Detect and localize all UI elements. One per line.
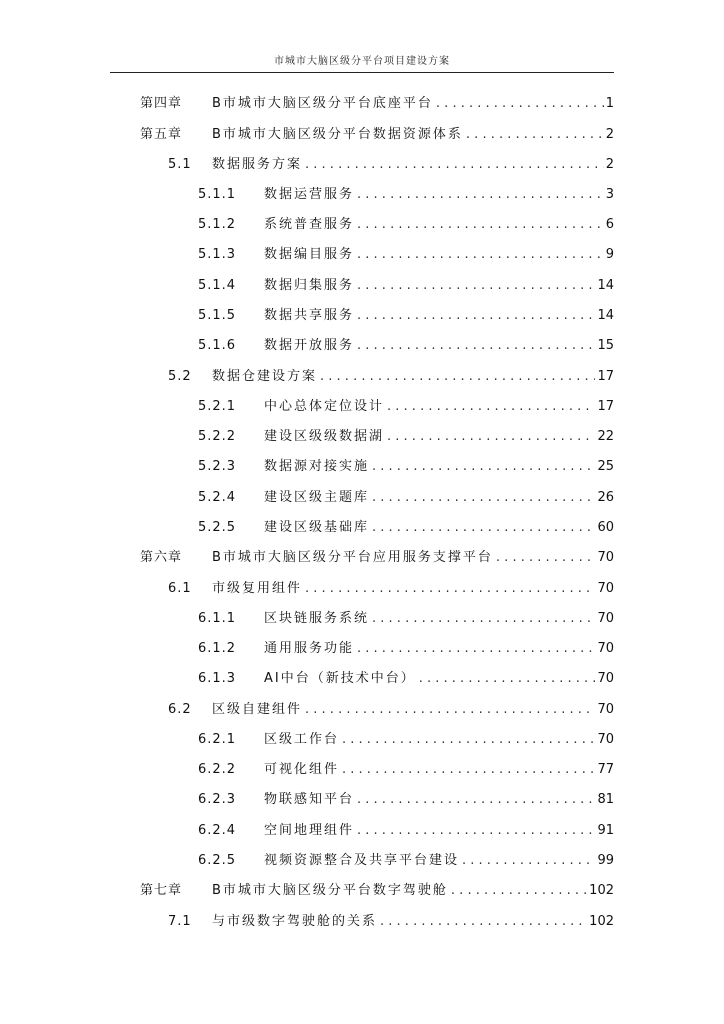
toc-leader-dots: [305, 156, 604, 174]
toc-page-number: 81: [597, 792, 614, 807]
toc-page-number: 77: [597, 762, 614, 777]
toc-page-number: 70: [597, 550, 614, 565]
toc-leader-dots: [372, 489, 595, 507]
toc-entry-5-1-4[interactable]: [198, 277, 614, 295]
toc-number: 5.1.1: [198, 187, 237, 202]
toc-entry-6-1-1[interactable]: [198, 610, 614, 628]
toc-title: 数据运营服务: [264, 187, 355, 202]
toc-title: 空间地理组件: [264, 823, 355, 838]
toc-number: 第五章: [140, 127, 183, 142]
toc-number: 第六章: [140, 550, 183, 565]
toc-number: 7.1: [168, 914, 192, 929]
toc-number: 6.1: [168, 581, 192, 596]
toc-leader-dots: [357, 186, 604, 204]
toc-title: 数据仓建设方案: [212, 369, 318, 384]
toc-title: 通用服务功能: [264, 641, 355, 656]
toc-entry-chapter-6[interactable]: [140, 549, 614, 567]
toc-leader-dots: [466, 126, 604, 144]
toc-page-number: 25: [597, 459, 614, 474]
toc-page-number: 15: [597, 338, 614, 353]
toc-page-number: 70: [597, 581, 614, 596]
toc-number: 5.1.4: [198, 278, 237, 293]
toc-page-number: 70: [597, 611, 614, 626]
toc-entry-5-2-4[interactable]: [198, 489, 614, 507]
toc-number: 6.2.1: [198, 732, 237, 747]
toc-leader-dots: [357, 277, 595, 295]
toc-number: 6.2.2: [198, 762, 237, 777]
toc-number: 6.2.4: [198, 823, 237, 838]
toc-title: 市级复用组件: [212, 581, 303, 596]
toc-number: 6.2: [168, 702, 192, 717]
toc-title: 区级自建组件: [212, 702, 303, 717]
toc-leader-dots: [342, 761, 595, 779]
toc-page-number: 102: [589, 883, 614, 898]
toc-leader-dots: [357, 640, 595, 658]
toc-number: 5.1.5: [198, 308, 237, 323]
toc-entry-chapter-7[interactable]: [140, 882, 614, 900]
toc-number: 5.1.2: [198, 217, 237, 232]
toc-title: 数据归集服务: [264, 278, 355, 293]
toc-leader-dots: [342, 731, 595, 749]
toc-entry-5-1-6[interactable]: [198, 337, 614, 355]
toc-page-number: 2: [605, 127, 614, 142]
toc-entry-5-1-1[interactable]: [198, 186, 614, 204]
toc-entry-6-1-2[interactable]: [198, 640, 614, 658]
toc-title: 建设区级级数据湖: [264, 429, 385, 444]
toc-entry-7-1[interactable]: [168, 913, 614, 931]
toc-leader-dots: [387, 428, 595, 446]
toc-page-number: 3: [605, 187, 614, 202]
toc-entry-chapter-5[interactable]: [140, 126, 614, 144]
toc-entry-6-1[interactable]: [168, 580, 614, 598]
toc-number: 5.2.3: [198, 459, 237, 474]
toc-page-number: 9: [605, 247, 614, 262]
toc-page-number: 70: [597, 702, 614, 717]
toc-leader-dots: [357, 307, 595, 325]
toc-title: 物联感知平台: [264, 792, 355, 807]
toc-number: 5.1.3: [198, 247, 237, 262]
toc-leader-dots: [372, 519, 595, 537]
toc-title: 区块链服务系统: [264, 611, 370, 626]
toc-title: 建设区级基础库: [264, 520, 370, 535]
toc-title: B市城市大脑区级分平台数字驾驶舱: [212, 883, 448, 898]
toc-leader-dots: [357, 791, 595, 809]
toc-entry-6-1-3[interactable]: [198, 670, 614, 688]
toc-page-number: 17: [597, 369, 614, 384]
toc-number: 5.2.4: [198, 490, 237, 505]
toc-entry-6-2[interactable]: [168, 701, 614, 719]
toc-page-number: 70: [597, 641, 614, 656]
toc-page-number: 22: [597, 429, 614, 444]
toc-leader-dots: [305, 701, 595, 719]
toc-leader-dots: [357, 822, 595, 840]
toc-entry-5-1-2[interactable]: [198, 216, 614, 234]
toc-leader-dots: [320, 368, 595, 386]
toc-page-number: 14: [597, 278, 614, 293]
toc-entry-5-2[interactable]: [168, 368, 614, 386]
toc-leader-dots: [357, 216, 604, 234]
toc-number: 5.2.1: [198, 399, 237, 414]
toc-number: 6.2.5: [198, 853, 237, 868]
toc-entry-5-1-3[interactable]: [198, 246, 614, 264]
toc-title: B市城市大脑区级分平台数据资源体系: [212, 127, 463, 142]
toc-page-number: 91: [597, 823, 614, 838]
toc-number: 第七章: [140, 883, 183, 898]
toc-title: 数据源对接实施: [264, 459, 370, 474]
toc-title: 数据服务方案: [212, 157, 303, 172]
toc-leader-dots: [357, 337, 595, 355]
toc-entry-5-2-5[interactable]: [198, 519, 614, 537]
toc-entry-5-1[interactable]: [168, 156, 614, 174]
toc-leader-dots: [387, 398, 595, 416]
toc-number: 第四章: [140, 96, 183, 111]
toc-page-number: 6: [605, 217, 614, 232]
toc-entry-chapter-4[interactable]: [140, 95, 614, 113]
toc-entry-5-1-5[interactable]: [198, 307, 614, 325]
toc-entry-6-2-1[interactable]: [198, 731, 614, 749]
toc-entry-6-2-4[interactable]: [198, 822, 614, 840]
toc-page-number: 60: [597, 520, 614, 535]
toc-page-number: 14: [597, 308, 614, 323]
toc-entry-5-2-3[interactable]: [198, 458, 614, 476]
toc-entry-6-2-5[interactable]: [198, 852, 614, 870]
toc-page-number: 102: [589, 914, 614, 929]
toc-page-number: 17: [597, 399, 614, 414]
toc-title: B市城市大脑区级分平台底座平台: [212, 96, 433, 111]
toc-title: 数据编目服务: [264, 247, 355, 262]
toc-page-number: 70: [597, 671, 614, 686]
toc-leader-dots: [305, 580, 595, 598]
toc-title: B市城市大脑区级分平台应用服务支撑平台: [212, 550, 493, 565]
toc-leader-dots: [436, 95, 604, 113]
toc-page-number: 2: [605, 157, 614, 172]
toc-leader-dots: [496, 549, 596, 567]
toc-number: 5.2.5: [198, 520, 237, 535]
toc-entry-5-2-2[interactable]: [198, 428, 614, 446]
toc-number: 6.2.3: [198, 792, 237, 807]
toc-title: AI中台（新技术中台）: [264, 671, 416, 686]
toc-number: 5.2.2: [198, 429, 237, 444]
toc-title: 中心总体定位设计: [264, 399, 385, 414]
toc-entry-6-2-3[interactable]: [198, 791, 614, 809]
toc-title: 视频资源整合及共享平台建设: [264, 853, 460, 868]
toc-number: 6.1.3: [198, 671, 237, 686]
toc-entry-6-2-2[interactable]: [198, 761, 614, 779]
toc-title: 系统普查服务: [264, 217, 355, 232]
toc-page-number: 70: [597, 732, 614, 747]
toc-leader-dots: [451, 882, 587, 900]
page-header-title: 市城市大脑区级分平台项目建设方案: [274, 56, 450, 67]
toc-leader-dots: [380, 913, 587, 931]
toc-page-number: 1: [605, 96, 614, 111]
toc-leader-dots: [372, 458, 595, 476]
toc-title: 数据开放服务: [264, 338, 355, 353]
toc-title: 与市级数字驾驶舱的关系: [212, 914, 378, 929]
toc-entry-5-2-1[interactable]: [198, 398, 614, 416]
toc-number: 6.1.2: [198, 641, 237, 656]
toc-title: 可视化组件: [264, 762, 340, 777]
toc-title: 区级工作台: [264, 732, 340, 747]
toc-page-number: 99: [597, 853, 614, 868]
toc-number: 6.1.1: [198, 611, 237, 626]
toc-number: 5.1.6: [198, 338, 237, 353]
toc-leader-dots: [462, 852, 595, 870]
toc-leader-dots: [372, 610, 595, 628]
toc-title: 数据共享服务: [264, 308, 355, 323]
toc-page-number: 26: [597, 490, 614, 505]
toc-title: 建设区级主题库: [264, 490, 370, 505]
toc-number: 5.1: [168, 157, 192, 172]
toc-leader-dots: [357, 246, 604, 264]
toc-number: 5.2: [168, 369, 192, 384]
toc-leader-dots: [419, 670, 596, 688]
